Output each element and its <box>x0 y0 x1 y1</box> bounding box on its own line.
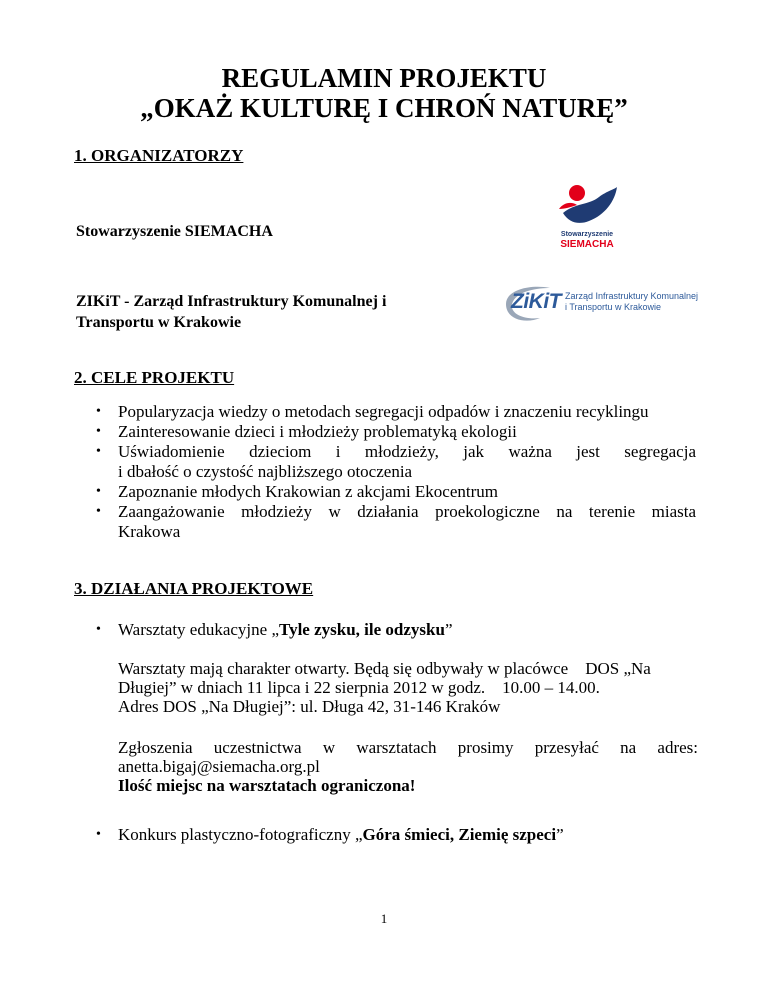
bullet-icon: • <box>96 622 101 637</box>
goal-item: • Zapoznanie młodych Krakowian z akcjami Ekocentrum <box>96 482 696 502</box>
page-number: 1 <box>380 911 388 926</box>
workshop-item: • Warsztaty edukacyjne „Tyle zysku, ile odzysku” <box>96 620 453 639</box>
document-title-line2: „OKAŻ KULTURĘ I CHROŃ NATURĘ” <box>140 93 628 123</box>
workshop-name: Tyle zysku, ile odzysku <box>279 620 445 639</box>
section3-heading: 3. DZIAŁANIA PROJEKTOWE <box>74 579 314 598</box>
contest-name: Góra śmieci, Ziemię szpeci <box>362 825 557 844</box>
section1-heading: 1. ORGANIZATORZY <box>74 146 244 165</box>
workshop-details: Warsztaty mają charakter otwarty. Będą się odbywały w placówce DOS „Na Długiej” w dniach 11 lipca i 22 sierpnia 2012 w godz. 10.00 – 14.00. Adres DOS „Na Długiej”: ul. Długa 42, 31-146 Kraków <box>118 659 651 716</box>
zikit-logo <box>500 282 700 324</box>
siemacha-logo-caption2: SIEMACHA <box>560 239 614 250</box>
siemacha-logo-caption1: Stowarzyszenie <box>560 231 614 238</box>
goal-item: • Popularyzacja wiedzy o metodach segregacji odpadów i znaczeniu recyklingu <box>96 402 696 422</box>
signup-email: anetta.bigaj@siemacha.org.pl <box>118 757 320 776</box>
zikit-logo-desc <box>565 291 705 313</box>
bullet-icon: • <box>96 827 101 842</box>
document-title-line1: REGULAMIN PROJEKTU <box>221 63 547 93</box>
siemacha-logo <box>555 183 619 253</box>
workshop-signup: Zgłoszenia uczestnictwa w warsztatach prosimy przesyłać na adres: anetta.bigaj@siemacha.org.pl Ilość miejsc na warsztatach ograniczona! <box>118 738 698 795</box>
org-siemacha: Stowarzyszenie SIEMACHA <box>76 223 273 240</box>
goal-item: • Uświadomienie dzieciom i młodzieży, jak ważna jest segregacja i dbałość o czystość najbliższego otoczenia <box>96 442 696 482</box>
org-zikit-line1: ZIKiT - Zarząd Infrastruktury Komunalnej i <box>76 293 387 310</box>
zikit-logo-word: ZiKiT <box>511 290 561 313</box>
goal-item: • Zaangażowanie młodzieży w działania proekologiczne na terenie miasta Krakowa <box>96 502 696 542</box>
siemacha-logo-icon <box>555 183 619 231</box>
zikit-logo-desc-line1: Zarząd Infrastruktury Komunalnej <box>565 291 699 301</box>
org-zikit-line2: Transportu w Krakowie <box>76 314 242 331</box>
contest-item: • Konkurs plastyczno-fotograficzny „Góra śmieci, Ziemię szpeci” <box>96 825 564 844</box>
limited-seats-note: Ilość miejsc na warsztatach ograniczona! <box>118 776 416 795</box>
section2-heading: 2. CELE PROJEKTU <box>74 368 235 387</box>
zikit-logo-desc-line2: i Transportu w Krakowie <box>565 302 662 312</box>
goals-list <box>96 402 696 542</box>
goal-item: • Zainteresowanie dzieci i młodzieży problematyką ekologii <box>96 422 696 442</box>
